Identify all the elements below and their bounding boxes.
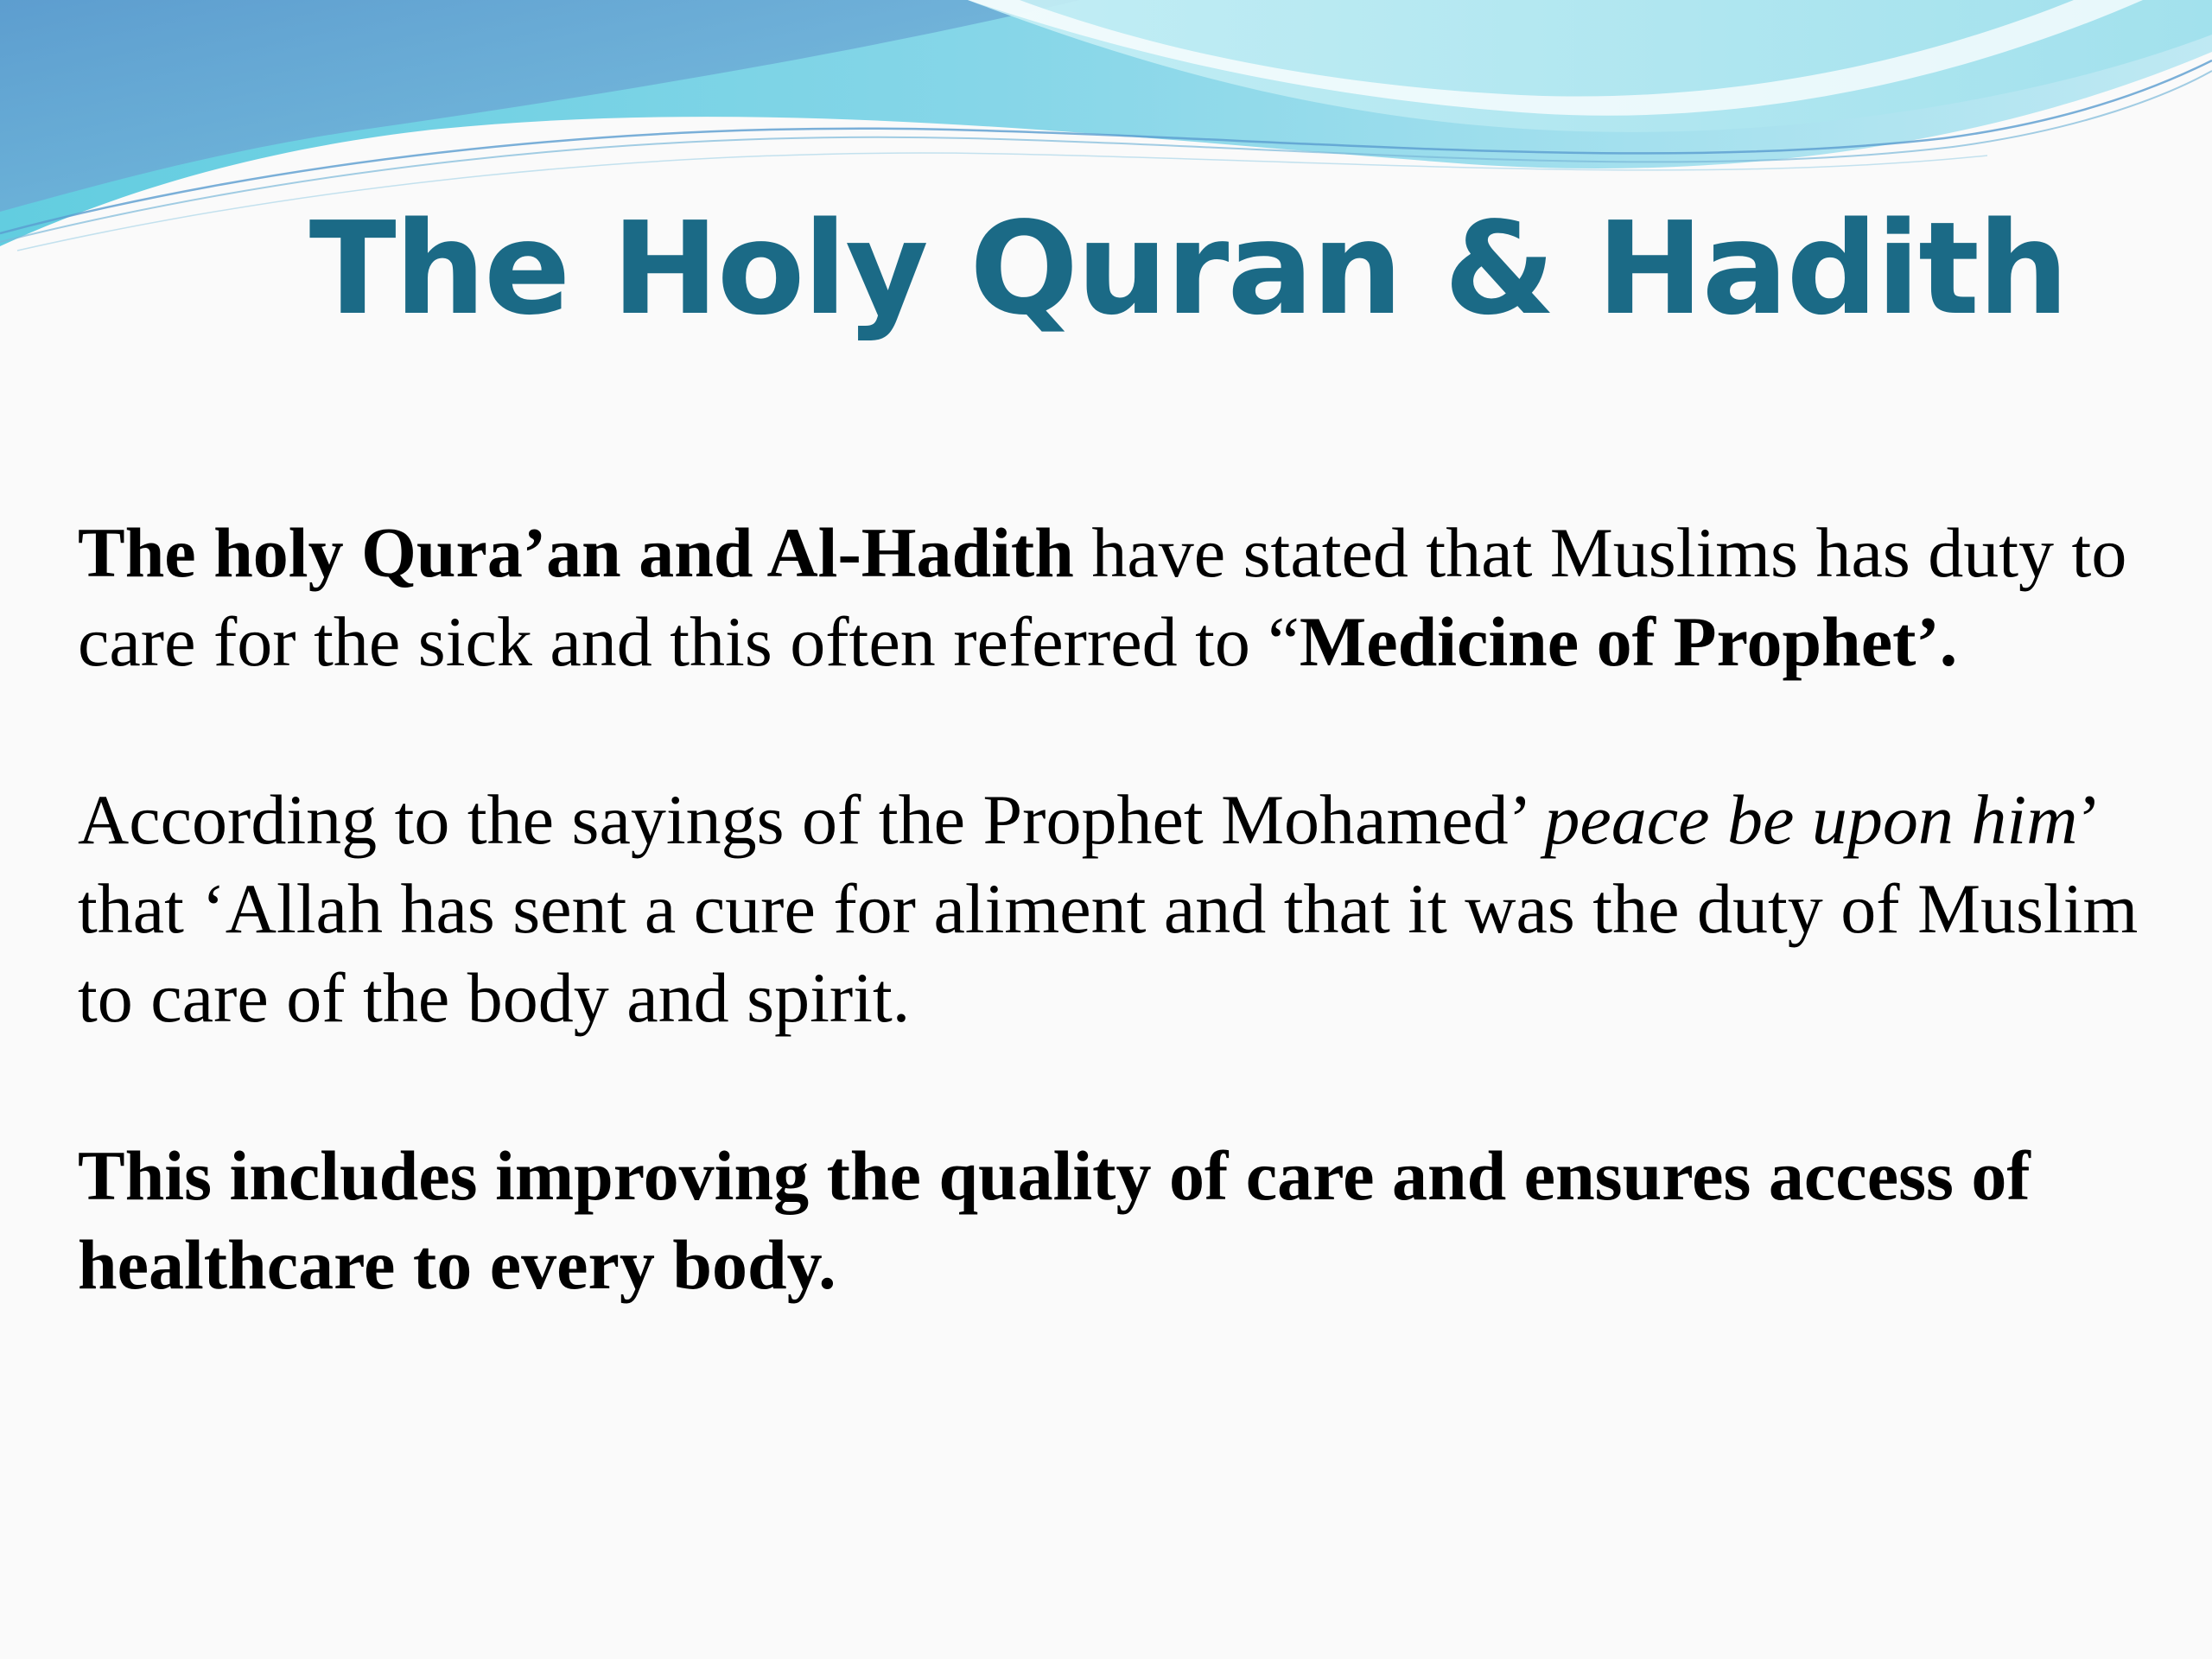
bold-phrase: The holy Qura’an and Al-Hadith (78, 513, 1074, 592)
italic-phrase: peace be upon him (1544, 780, 2078, 859)
paragraph-prophet-sayings (78, 775, 2152, 1042)
bold-phrase: Medicine of Prophet’. (1299, 602, 1958, 681)
bold-phrase: This includes improving the quality of care and ensures access of healthcare to every body. (78, 1136, 2031, 1304)
slide-body (78, 508, 2152, 1398)
slide-title: The Holy Quran & Hadith (308, 194, 2068, 343)
paragraph-text: According to the sayings of the Prophet Mohamed’ (78, 780, 1545, 859)
paragraph-quality-of-care (78, 1131, 2152, 1309)
paragraph-quran-hadith (78, 508, 2152, 686)
paragraph-text: ’ that ‘Allah has sent a cure for aliment and that it was the duty of Muslim to care of the body and spirit. (78, 780, 2139, 1037)
paragraph-text: have stated that Muslims has duty to care for the sick and this often referred to “ (78, 513, 2127, 681)
